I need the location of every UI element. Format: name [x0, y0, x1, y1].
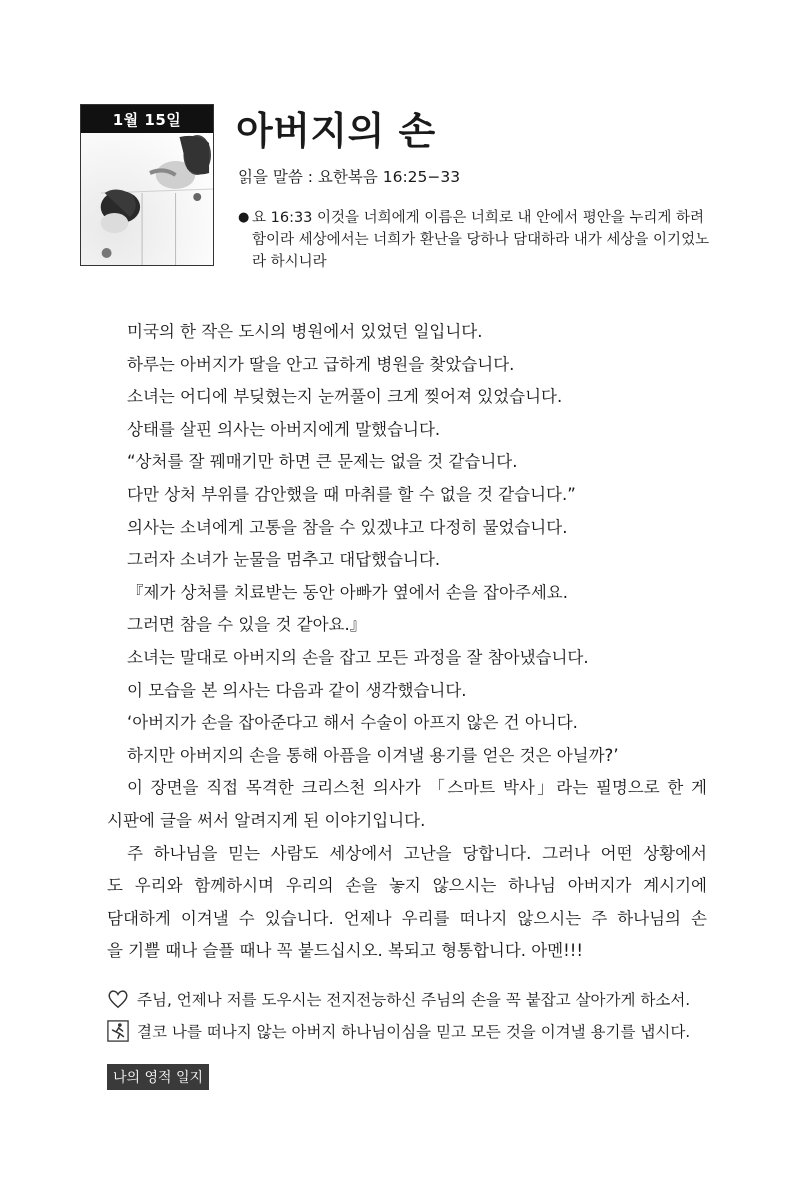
prayer-text: 주님, 언제나 저를 도우시는 전지전능하신 주님의 손을 꼭 붙잡고 살아가게 하소서.	[137, 991, 691, 1009]
reading-reference: 읽을 말씀 : 요한복음 16:25−33	[238, 168, 461, 186]
story-line: 시판에 글을 써서 알려지게 된 이야기입니다.	[107, 810, 426, 830]
story-line: 주 하나님을 믿는 사람도 세상에서 고난을 당합니다. 그러나 어떤 상황에서	[127, 843, 707, 863]
prayer-line	[107, 988, 701, 1010]
story-line: 소녀는 어디에 부딪혔는지 눈꺼풀이 크게 찢어져 있었습니다.	[127, 387, 563, 407]
story-line: 하지만 아버지의 손을 통해 아픔을 이겨낼 용기를 얻은 것은 아닐까?’	[127, 745, 619, 765]
story-line: 을 기쁠 때나 슬플 때나 꼭 붙드십시오. 복되고 형통합니다. 아멘!!!	[107, 941, 584, 961]
story-line: 『제가 상처를 치료받는 동안 아빠가 옆에서 손을 잡아주세요.	[127, 582, 568, 602]
story-line: 그러면 참을 수 있을 것 같아요.』	[127, 615, 367, 635]
action-text: 결코 나를 떠나지 않는 아버지 하나님이심을 믿고 모든 것을 이겨낼 용기를 냅시다.	[137, 1023, 691, 1041]
story-line: 도 우리와 함께하시며 우리의 손을 놓지 않으시는 하나님 아버지가 계시기에	[107, 876, 707, 896]
story-line: ‘아버지가 손을 잡아준다고 해서 수술이 아프지 않은 건 아니다.	[127, 713, 578, 733]
header-box	[80, 104, 214, 266]
story-line: “상처를 잘 꿰매기만 하면 큰 문제는 없을 것 같습니다.	[127, 452, 518, 472]
header-photo	[81, 133, 213, 266]
heart-icon	[107, 988, 129, 1010]
bullet-icon: ●	[238, 210, 250, 225]
story-line: 이 모습을 본 의사는 다음과 같이 생각했습니다.	[127, 680, 467, 700]
story-line: 소녀는 말대로 아버지의 손을 잡고 모든 과정을 잘 참아냈습니다.	[127, 647, 589, 667]
story-body	[107, 316, 707, 968]
action-line	[107, 1020, 701, 1042]
page-title: 아버지의 손	[236, 109, 436, 153]
story-line: 이 장면을 직접 목격한 크리스천 의사가 「스마트 박사」라는 필명으로 한 게	[127, 778, 707, 798]
story-line: 상태를 살핀 의사는 아버지에게 말했습니다.	[127, 419, 441, 439]
key-verse-text: 요 16:33 이것을 너희에게 이름은 너희로 내 안에서 평안을 누리게 하려함이라 세상에서는 너희가 환난을 당하나 담대하라 내가 세상을 이기었노라 하시니라	[252, 210, 710, 270]
story-line: 그러자 소녀가 눈물을 멈추고 대답했습니다.	[127, 550, 441, 570]
story-line: 하루는 아버지가 딸을 안고 급하게 병원을 찾았습니다.	[127, 354, 515, 374]
journal-label: 나의 영적 일지	[107, 1064, 209, 1090]
runner-icon	[107, 1020, 129, 1042]
story-line: 담대하게 이겨낼 수 있습니다. 언제나 우리를 떠나지 않으시는 주 하나님의 손	[107, 908, 707, 928]
key-verse	[238, 207, 718, 273]
story-line: 미국의 한 작은 도시의 병원에서 있었던 일입니다.	[127, 322, 483, 341]
date-label: 1월 15일	[81, 105, 213, 133]
story-line: 다만 상처 부위를 감안했을 때 마취를 할 수 없을 것 같습니다.”	[127, 484, 576, 504]
story-line: 의사는 소녀에게 고통을 참을 수 있겠냐고 다정히 물었습니다.	[127, 517, 568, 537]
